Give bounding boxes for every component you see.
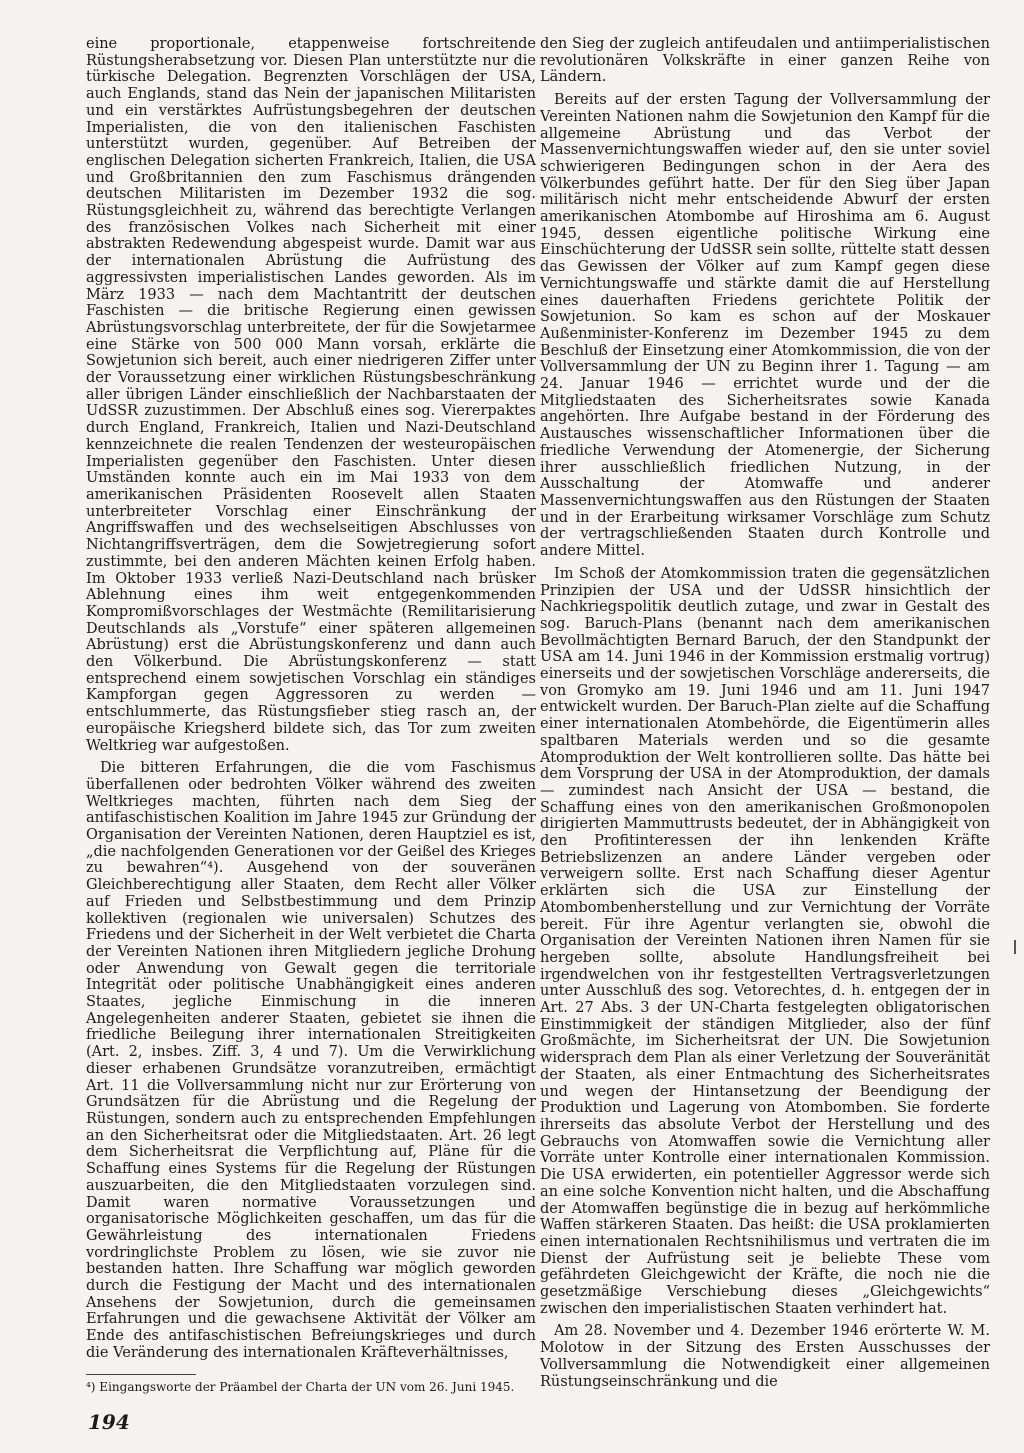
footnote-rule xyxy=(86,1374,196,1375)
right-paragraph-4: Am 28. November und 4. Dezember 1946 erörterte W. M. Molotow in der Sitzung des Ersten Ausschusses der Vollversammlung die Notwendigkeit einer allgemeinen Rüstungseinschränkung und die xyxy=(540,1323,990,1390)
right-paragraph-3: Im Schoß der Atomkommission traten die gegensätzlichen Prinzipien der USA und der UdSSR hinsichtlich der Nachkriegspolitik deutlich zutage, und zwar in Gestalt des sog. Baruch-Plans (benannt nach dem amerikanischen Bevollmächtigten Bernard Baruch, der den Standpunkt der USA am 14. Juni 1946 in der Kommission erstmalig vortrug) einerseits und der sowjetischen Vorschläge andererseits, die von Gromyko am 19. Juni 1946 und am 11. Juni 1947 entwickelt wurden. Der Baruch-Plan zielte auf die Schaffung einer internationalen Atombehörde, die Eigentümerin alles spaltbaren Materials werden und so die gesamte Atomproduktion der Welt kontrollieren sollte. Das hätte bei dem Vorsprung der USA in der Atomproduktion, der damals — zumindest nach Ansicht der USA — bestand, die Schaffung eines von den amerikanischen Großmonopolen dirigierten Mammuttrusts bedeutet, der in Abhängigkeit von den Profitinteressen der ihn lenkenden Kräfte Betriebslizenzen an andere Länder vergeben oder verweigern sollte. Erst nach Schaffung dieser Agentur erklärten sich die USA zur Einstellung der Atombombenherstellung und zur Vernichtung der Vorräte bereit. Für ihre Agentur verlangten sie, obwohl die Organisation der Vereinten Nationen ihren Namen für sie hergeben sollte, absolute Handlungsfreiheit bei irgendwelchen von ihr festgestellten Vertragsverletzungen unter Ausschluß des sog. Vetorechtes, d. h. entgegen der in Art. 27 Abs. 3 der UN-Charta festgelegten obligatorischen Einstimmigkeit der ständigen Mitglieder, also der fünf Großmächte, im Sicherheitsrat der UN. Die Sowjetunion widersprach dem Plan als einer Verletzung der Souveränität der Staaten, als einer Entmachtung des Sicherheitsrates und wegen der Hintansetzung der Beendigung der Produktion und Lagerung von Atombomben. Sie forderte ihrerseits das absolute Verbot der Herstellung und des Gebrauchs von Atomwaffen sowie die Vernichtung aller Vorräte unter Kontrolle einer internationalen Kommission. Die USA erwiderten, ein potentieller Aggressor werde sich an eine solche Konvention nicht halten, und die Abschaffung der Atomwaffen begünstige die in bezug auf herkömmliche Waffen stärkeren Staaten. Das heißt: die USA proklamierten einen internationalen Rechtsnihilismus und vertraten die im Dienst der Aufrüstung seit je beliebte These vom gefährdeten Gleichgewicht der Kräfte, die noch nie die gesetzmäßige Verschiebung dieses „Gleichgewichts“ zwischen den imperialistischen Staaten verhindert hat. xyxy=(540,565,990,1317)
page-number: 194 xyxy=(88,1410,130,1434)
left-paragraph-2: Die bitteren Erfahrungen, die die vom Faschismus überfallenen oder bedrohten Völker während des zweiten Weltkrieges machten, führten nach dem Sieg der antifaschistischen Koalition im Jahre 1945 zur Gründung der Organisation der Vereinten Nationen, deren Hauptziel es ist, „die nachfolgenden Generationen vor der Geißel des Krieges zu bewahren“⁴). Ausgehend von der souveränen Gleichberechtigung aller Staaten, dem Recht aller Völker auf Frieden und Selbstbestimmung und dem Prinzip kollektiven (regionalen wie universalen) Schutzes des Friedens und der Sicherheit in der Welt verbietet die Charta der Vereinten Nationen ihren Mitgliedern jegliche Drohung oder Anwendung von Gewalt gegen die territoriale Integrität oder politische Unabhängigkeit eines anderen Staates, jegliche Einmischung in die inneren Angelegenheiten anderer Staaten, gebietet sie ihnen die friedliche Beilegung ihrer internationalen Streitigkeiten (Art. 2, insbes. Ziff. 3, 4 und 7). Um die Verwirklichung dieser erhabenen Grundsätze voranzutreiben, ermächtigt Art. 11 die Vollversammlung nicht nur zur Erörterung von Grundsätzen für die Abrüstung und die Regelung der Rüstungen, sondern auch zu entsprechenden Empfehlungen an den Sicherheitsrat oder die Mitgliedstaaten. Art. 26 legt dem Sicherheitsrat die Verpflichtung auf, Pläne für die Schaffung eines Systems für die Regelung der Rüstungen auszuarbeiten, die den Mitgliedstaaten vorzulegen sind. Damit waren normative Voraussetzungen und organisatorische Möglichkeiten geschaffen, um das für die Gewährleistung des internationalen Friedens vordringlichste Problem zu lösen, wie sie zuvor nie bestanden hatten. Ihre Schaffung war möglich geworden durch die Festigung der Macht und des internationalen Ansehens der Sowjetunion, durch die gemeinsamen Erfahrungen und die gewachsene Aktivität der Völker am Ende des antifaschistischen Befreiungskrieges und durch die Veränderung des internationalen Kräfteverhältnisses, xyxy=(86,760,536,1361)
left-column xyxy=(86,36,536,1362)
edge-mark xyxy=(1014,940,1016,954)
footnote: ⁴) Eingangsworte der Präambel der Charta der UN vom 26. Juni 1945. xyxy=(86,1380,515,1394)
right-paragraph-2: Bereits auf der ersten Tagung der Vollversammlung der Vereinten Nationen nahm die Sowjetunion den Kampf für die allgemeine Abrüstung und das Verbot der Massenvernichtungswaffen wieder auf, den sie unter soviel schwierigeren Bedingungen schon in der Aera des Völkerbundes geführt hatte. Der für den Sieg über Japan militärisch nicht mehr entscheidende Abwurf der ersten amerikanischen Atombombe auf Hiroshima am 6. August 1945, dessen eigentliche politische Wirkung eine Einschüchterung der UdSSR sein sollte, rüttelte statt dessen das Gewissen der Völker auf zum Kampf gegen diese Vernichtungswaffe und stärkte damit die auf Herstellung eines dauerhaften Friedens gerichtete Politik der Sowjetunion. So kam es schon auf der Moskauer Außenminister-Konferenz im Dezember 1945 zu dem Beschluß der Einsetzung einer Atomkommission, die von der Vollversammlung der UN zu Beginn ihrer 1. Tagung — am 24. Januar 1946 — errichtet wurde und der die Mitgliedstaaten des Sicherheitsrates sowie Kanada angehörten. Ihre Aufgabe bestand in der Förderung des Austausches wissenschaftlicher Informationen über die friedliche Verwendung der Atomenergie, der Sicherung ihrer ausschließlich friedlichen Nutzung, in der Ausschaltung der Atomwaffe und anderer Massenvernichtungswaffen aus den Rüstungen der Staaten und in der Erarbeitung wirksamer Vorschläge zum Schutz der vertragschließenden Staaten durch Kontrolle und andere Mittel. xyxy=(540,92,990,560)
left-paragraph-1: eine proportionale, etappenweise fortschreitende Rüstungsherabsetzung vor. Diesen Plan unterstützte nur die türkische Delegation. Begrenzten Vorschlägen der USA, auch Englands, stand das Nein der japanischen Militaristen und ein verstärktes Aufrüstungsbegehren der deutschen Imperialisten, die von den italienischen Faschisten unterstützt wurden, gegenüber. Auf Betreiben der englischen Delegation sicherten Frankreich, Italien, die USA und Großbritannien den zum Faschismus drängenden deutschen Militaristen im Dezember 1932 die sog. Rüstungsgleichheit zu, während das berechtigte Verlangen des französischen Volkes nach Sicherheit mit einer abstrakten Redewendung abgespeist wurde. Damit war aus der internationalen Abrüstung die Aufrüstung des aggressivsten imperialistischen Landes geworden. Als im März 1933 — nach dem Machtantritt der deutschen Faschisten — die britische Regierung einen gewissen Abrüstungsvorschlag unterbreitete, der für die Sowjetarmee eine Stärke von 500 000 Mann vorsah, erklärte die Sowjetunion sich bereit, auch einer niedrigeren Ziffer unter der Voraussetzung einer wirklichen Rüstungsbeschränkung aller übrigen Länder einschließlich der Nachbarstaaten der UdSSR zuzustimmen. Der Abschluß eines sog. Viererpaktes durch England, Frankreich, Italien und Nazi-Deutschland kennzeichnete die realen Tendenzen der westeuropäischen Imperialisten gegenüber den Faschisten. Unter diesen Umständen konnte auch ein im Mai 1933 von dem amerikanischen Präsidenten Roosevelt allen Staaten unterbreiteter Vorschlag einer Einschränkung der Angriffswaffen und des wechselseitigen Abschlusses von Nichtangriffsverträgen, dem die Sowjetregierung sofort zustimmte, bei den anderen Mächten keinen Erfolg haben. Im Oktober 1933 verließ Nazi-Deutschland nach brüsker Ablehnung eines ihm weit entgegenkommenden Kompromißvorschlages der Westmächte (Remilitarisierung Deutschlands als „Vorstufe“ einer späteren allgemeinen Abrüstung) erst die Abrüstungskonferenz und dann auch den Völkerbund. Die Abrüstungskonferenz — statt entsprechend einem sowjetischen Vorschlag ein ständiges Kampforgan gegen Aggressoren zu werden — entschlummerte, das Rüstungsfieber stieg rasch an, der europäische Kriegsherd bildete sich, das Tor zum zweiten Weltkrieg war aufgestoßen. xyxy=(86,36,536,754)
right-column xyxy=(540,36,990,1390)
right-paragraph-1: den Sieg der zugleich antifeudalen und antiimperialistischen revolutionären Volkskräfte in einer ganzen Reihe von Ländern. xyxy=(540,36,990,86)
